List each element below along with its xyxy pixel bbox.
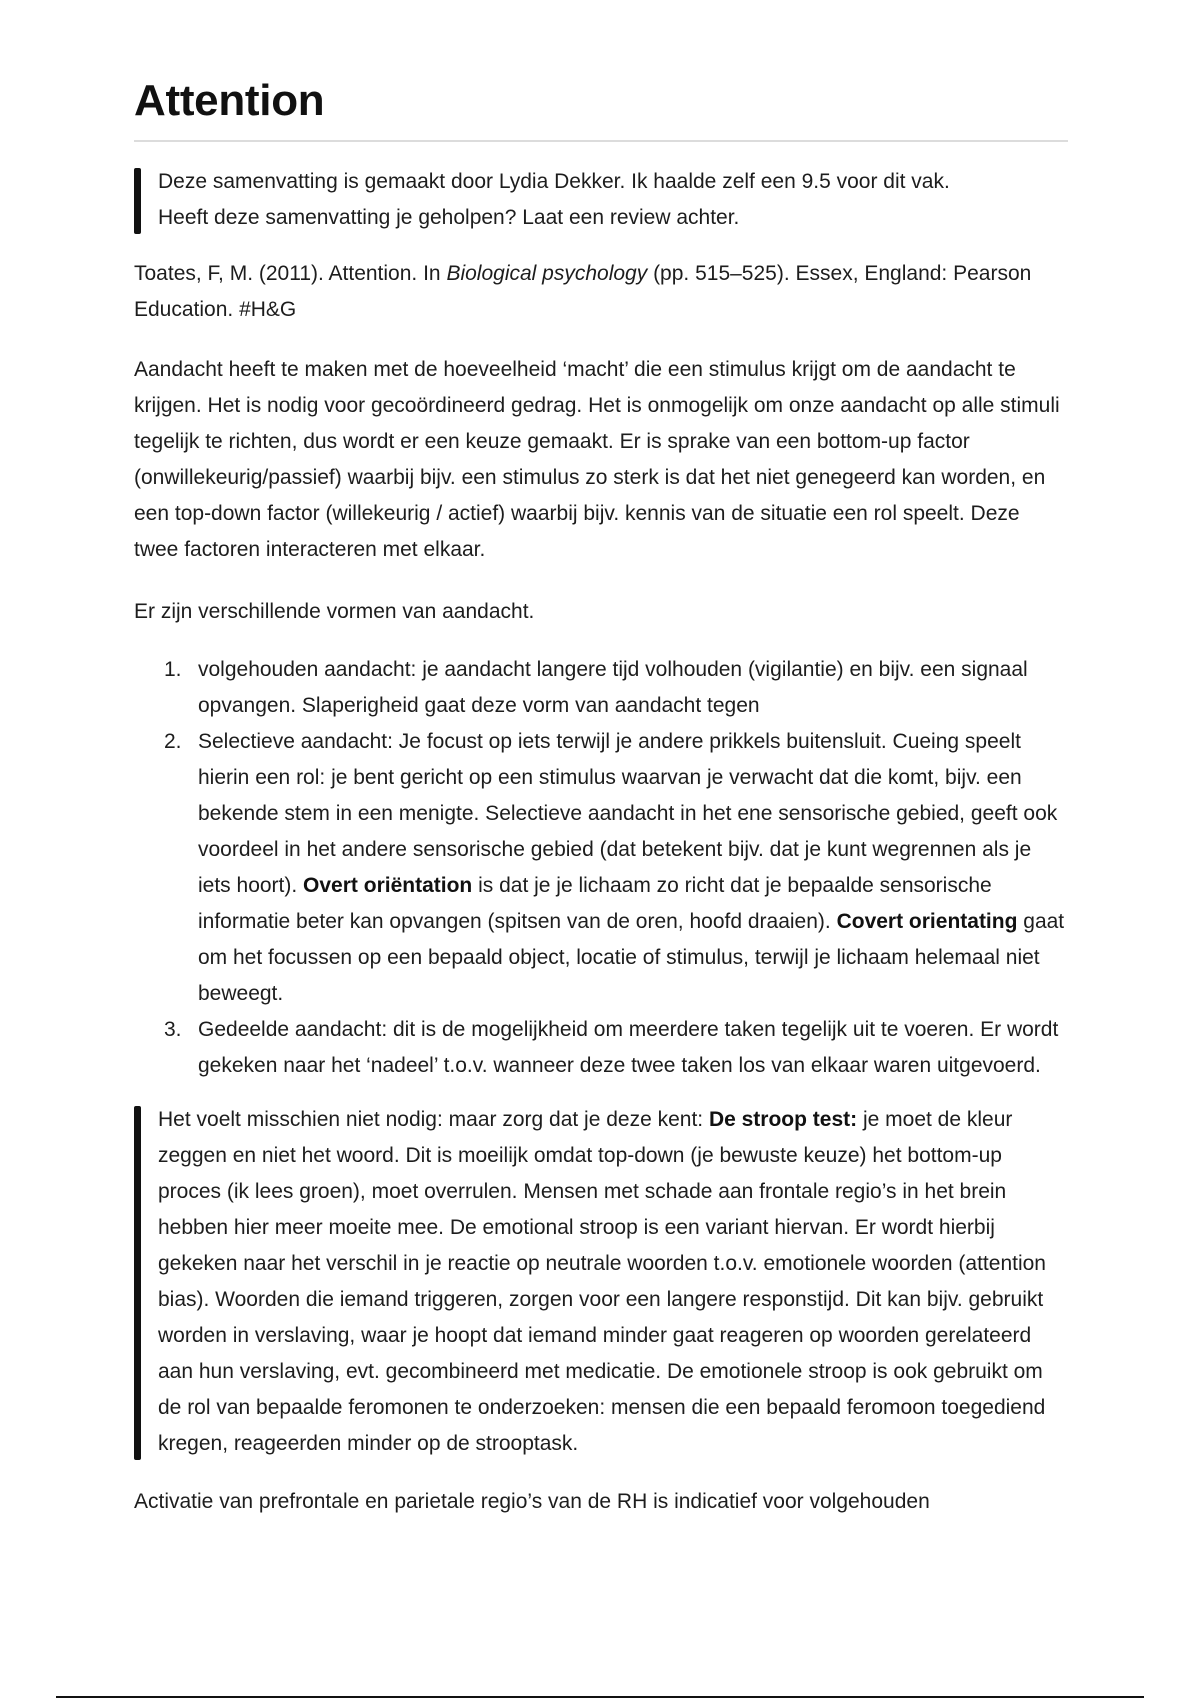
stroop-test-callout	[134, 1102, 1058, 1462]
document-page	[134, 70, 1068, 1520]
reference-authors: Toates, F, M. (2011). Attention. In	[134, 262, 447, 285]
list-item-text: Selectieve aandacht: Je focust op iets terwijl je andere prikkels buitensluit. Cueing speelt hierin een rol: je bent gericht op een stimulus waarvan je verwacht dat die komt, bijv. een bekende stem in een menigte. Selectieve aandacht in het ene sensorische gebied, geeft ook voordeel in het andere sensorische gebied (dat betekent bijv. dat je kunt wegrennen als je iets hoort).	[198, 730, 1058, 897]
closing-paragraph: Activatie van prefrontale en parietale regio’s van de RH is indicatief voor volgehouden	[134, 1490, 930, 1513]
list-item-text: Gedeelde aandacht: dit is de mogelijkheid om meerdere taken tegelijk uit te voeren. Er wordt gekeken naar het ‘nadeel’ t.o.v. wanneer deze twee taken los van elkaar waren uitgevoerd.	[198, 1018, 1059, 1077]
term-overt-orientation: Overt oriëntation	[303, 874, 473, 897]
list-item-text: volgehouden aandacht: je aandacht langere tijd volhouden (vigilantie) en bijv. een signaal opvangen. Slaperigheid gaat deze vorm van aandacht tegen	[198, 658, 1028, 717]
title-divider	[134, 140, 1068, 142]
reference-citation	[134, 256, 1068, 328]
reference-publisher: (pp. 515–525). Essex, England: Pearson Education. #H&G	[134, 262, 1032, 321]
callout-bar	[134, 1106, 141, 1460]
intro-paragraph: Aandacht heeft te maken met de hoeveelheid ‘macht’ die een stimulus krijgt om de aandacht te krijgen. Het is nodig voor gecoördineerd gedrag. Het is onmogelijk om onze aandacht op alle stimuli tegelijk te richten, dus wordt er een keuze gemaakt. Er is sprake van een bottom-up factor (onwillekeurig/passief) waarbij bijv. een stimulus zo sterk is dat het niet genegeerd kan worden, en een top-down factor (willekeurig / actief) waarbij bijv. kennis van de situatie een rol speelt. Deze twee factoren interacteren met elkaar.	[134, 358, 1060, 561]
page-bottom-divider	[56, 1696, 1144, 1698]
stroop-text-intro: Het voelt misschien niet nodig: maar zorg dat je deze kent:	[158, 1108, 709, 1131]
callout-bar	[134, 168, 141, 234]
attention-forms-list	[134, 652, 1068, 1084]
page-title: Attention	[134, 76, 325, 125]
list-item-number: 3.	[164, 1018, 182, 1041]
reference-book-title: Biological psychology	[446, 262, 648, 285]
list-item	[134, 652, 1068, 724]
list-item-text: is dat je je lichaam zo richt dat je bepaalde sensorische informatie beter kan opvangen (spitsen van de oren, hoofd draaien).	[198, 874, 992, 933]
author-notice-callout	[134, 164, 1068, 236]
list-item-number: 2.	[164, 730, 182, 753]
list-item-number: 1.	[164, 658, 182, 681]
term-covert-orientating: Covert orientating	[836, 910, 1018, 933]
stroop-text-body: je moet de kleur zeggen en niet het woord. Dit is moeilijk omdat top-down (je bewuste keuze) het bottom-up proces (ik lees groen), moet overrulen. Mensen met schade aan frontale regio’s in het brein hebben hier meer moeite mee. De emotional stroop is een variant hiervan. Er wordt hierbij gekeken naar het verschil in je reactie op neutrale woorden t.o.v. emotionele woorden (attention bias). Woorden die iemand triggeren, zorgen voor een langere responstijd. Dit kan bijv. gebruikt worden in verslaving, waar je hoopt dat iemand minder gaat reageren op woorden gerelateerd aan hun verslaving, evt. gecombineerd met medicatie. De emotionele stroop is ook gebruikt om de rol van bepaalde feromonen te onderzoeken: mensen die een bepaald feromoon toegediend kregen, reageerden minder op de strooptask.	[158, 1108, 1046, 1455]
list-item	[134, 1012, 1068, 1084]
term-stroop-test: De stroop test:	[708, 1108, 858, 1131]
forms-intro: Er zijn verschillende vormen van aandacht.	[134, 600, 535, 623]
list-item	[134, 724, 1068, 1012]
notice-line-2: Heeft deze samenvatting je geholpen? Laat een review achter.	[158, 206, 740, 229]
notice-line-1: Deze samenvatting is gemaakt door Lydia Dekker. Ik haalde zelf een 9.5 voor dit vak.	[158, 170, 950, 193]
list-item-text: gaat om het focussen op een bepaald object, locatie of stimulus, terwijl je lichaam helemaal niet beweegt.	[198, 910, 1065, 1005]
